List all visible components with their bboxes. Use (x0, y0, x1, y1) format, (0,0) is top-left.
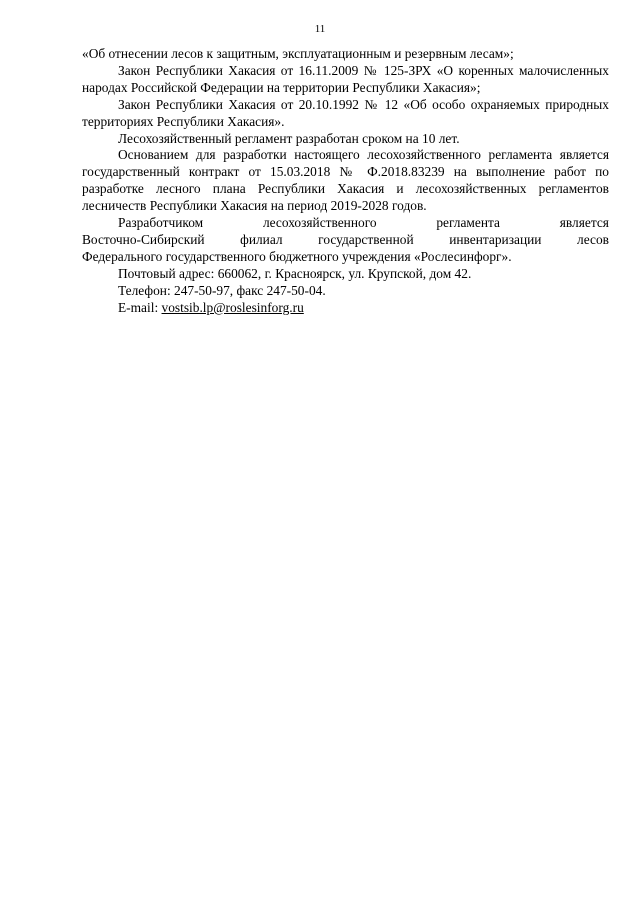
page-number: 11 (314, 23, 326, 35)
developer-word: филиал (240, 231, 283, 247)
paragraph-law-protected-areas: Закон Республики Хакасия от 20.10.1992 № 12 «Об особо охраняемых природных территориях Республики Хакасия». (82, 96, 609, 129)
paragraph-forest-categories: «Об отнесении лесов к защитным, эксплуатационным и резервным лесам»; (82, 46, 514, 61)
developer-word: Восточно-Сибирский (82, 231, 205, 247)
developer-line-3: Федерального государственного бюджетного учреждения «Рослесинфорг». (82, 248, 512, 264)
developer-word: регламента (436, 215, 500, 231)
document-body (82, 46, 609, 317)
phone-fax: Телефон: 247-50-97, факс 247-50-04. (118, 282, 326, 298)
paragraph-contract-basis: Основанием для разработки настоящего лесохозяйственного регламента является государственный контракт от 15.03.2018 № Ф.2018.83239 на выполнение работ по разработке лесного плана Республики Хакасия и лесохозяйственных регламентов лесничеств Республики Хакасия на период 2019-2028 годов. (82, 147, 609, 214)
developer-word: является (559, 215, 609, 231)
paragraph-law-indigenous-peoples: Закон Республики Хакасия от 16.11.2009 № 125-ЗРХ «О коренных малочисленных народах Российской Федерации на территории Республики Хакасия»; (82, 62, 609, 95)
email-label: E-mail: (118, 299, 162, 315)
developer-line-2 (82, 232, 609, 249)
developer-word: Разработчиком (118, 215, 204, 231)
email-link[interactable]: vostsib.lp@roslesinforg.ru (161, 299, 304, 315)
developer-word: инвентаризации (449, 231, 542, 247)
postal-address: Почтовый адрес: 660062, г. Красноярск, ул. Крупской, дом 42. (118, 265, 472, 281)
developer-line-1 (118, 215, 609, 232)
developer-word: лесохозяйственного (262, 215, 377, 231)
developer-word: лесов (577, 231, 609, 247)
developer-word: государственной (318, 231, 414, 247)
email-line (82, 300, 609, 317)
paragraph-regulation-term: Лесохозяйственный регламент разработан сроком на 10 лет. (118, 130, 460, 146)
